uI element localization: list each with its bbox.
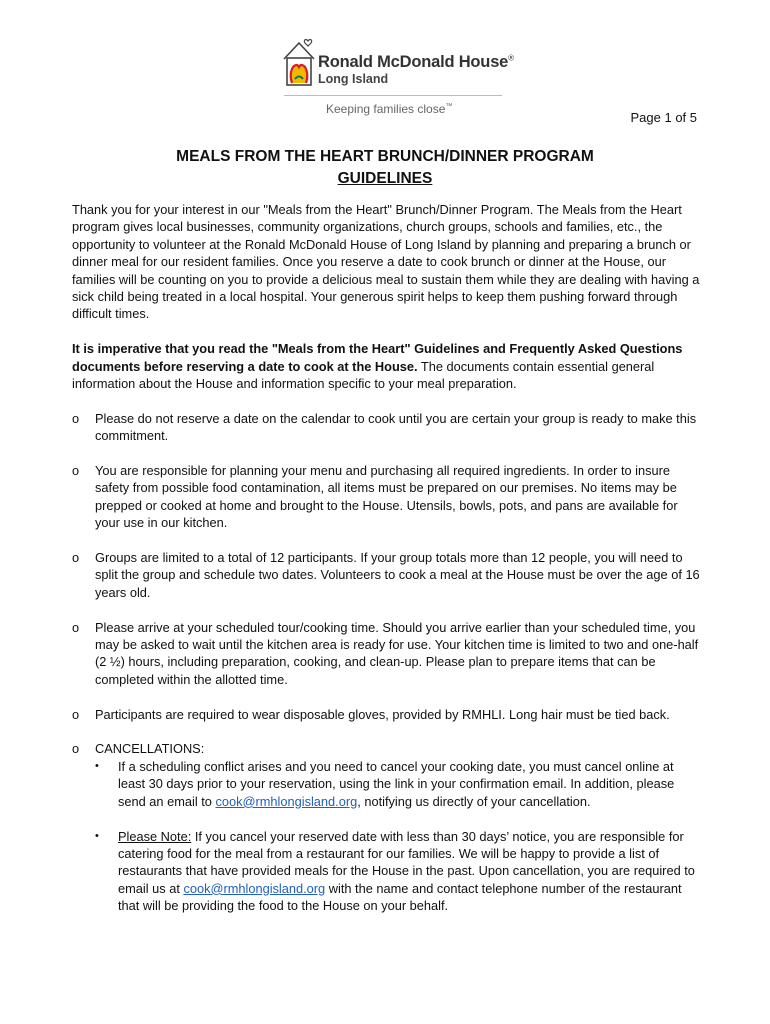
- catering-email-link[interactable]: cook@rmhlongisland.org: [183, 880, 326, 896]
- list-item: o You are responsible for planning your menu and purchasing all required ingredients. In order to insure safety from possible food contamination, all items must be prepared on our premises. No items may be prepped or cooked at home and brought to the House. Utensils, bowls, pots, and pans are available for your use in our kitchen.: [72, 463, 678, 531]
- imperative-text: The documents contain essential general information about the House and information specific to your meal preparation.: [72, 358, 655, 392]
- cancellations-item: o CANCELLATIONS: • If a scheduling conflict arises and you need to cancel your cooking date, you must cancel online at least 30 days prior to your reservation, using the link in your confirmation email. In addition, please send an email to cook@rmhlongisland.org, notifying us directly of your cancellation. • Please Note: If you cancel your reserved date with less than 30 days’ notice, you are responsible for catering food for the meal from a restaurant for our families. We will be happy to provide a list of restaurants that have provided meals for the House in the past. Upon cancellation, you are required to email us at cook@rmhlongisland.org with the name and contact telephone number of the restaurant that will be providing the food to the House on your behalf.: [72, 740, 702, 914]
- list-item: o Groups are limited to a total of 12 participants. If your group totals more than 12 people, you will need to split the group and schedule two dates. Volunteers to cook a meal at the House must be over the age of 16 years old.: [72, 550, 700, 600]
- list-item: • Please Note: If you cancel your reserved date with less than 30 days’ notice, you are responsible for catering food for the meal from a restaurant for our families. We will be happy to provide a list of restaurants that have provided meals for the House in the past. Upon cancellation, you are required to email us at cook@rmhlongisland.org with the name and contact telephone number of the restaurant that will be providing the food to the House on your behalf.: [95, 828, 695, 914]
- imperative-bold-text: It is imperative that you read the "Meals from the Heart" Guidelines and Frequently Asked Questions documents before reserving a date to cook at the House.: [72, 341, 683, 374]
- house-logo-icon: [282, 33, 318, 89]
- intro-paragraph: Thank you for your interest in our "Meals from the Heart" Brunch/Dinner Program. The Meals from the Heart program gives local businesses, community organizations, church groups, schools and families, etc., the opportunity to volunteer at the Ronald McDonald House of Long Island by planning and preparing a brunch or dinner meal for our resident families. Once you reserve a date to cook brunch or dinner at the House, our families will be counting on you to provide a delicious meal to sustain them while they are dealing with having a sick child being treated in a local hospital. Your generous spirit helps to keep them pushing forward through difficult times.: [72, 202, 700, 322]
- list-item: • If a scheduling conflict arises and you need to cancel your cooking date, you must cancel online at least 30 days prior to your reservation, using the link in your confirmation email. In addition, please send an email to cook@rmhlongisland.org, notifying us directly of your cancellation.: [95, 758, 675, 809]
- logo-tagline: Keeping families close™: [326, 102, 453, 116]
- cancellations-list: [95, 758, 702, 915]
- cancellation-email-link[interactable]: cook@rmhlongisland.org: [215, 793, 358, 809]
- list-item: o Please do not reserve a date on the calendar to cook until you are certain your group is ready to make this commitment.: [72, 410, 697, 444]
- document-subtitle: GUIDELINES: [337, 170, 433, 187]
- imperative-paragraph: [72, 340, 702, 392]
- guidelines-list: [72, 410, 702, 915]
- rmhc-logo: [282, 33, 512, 123]
- logo-chapter: Long Island: [318, 72, 389, 86]
- list-item: o Participants are required to wear disposable gloves, provided by RMHLI. Long hair must be tied back.: [72, 706, 670, 722]
- document-body: [72, 201, 702, 932]
- page-number: Page 1 of 5: [630, 110, 697, 125]
- document-title: MEALS FROM THE HEART BRUNCH/DINNER PROGRAM: [176, 148, 594, 165]
- list-item: o Please arrive at your scheduled tour/cooking time. Should you arrive earlier than your scheduled time, you may be asked to wait until the kitchen area is ready for use. Your kitchen time is limited to two and one-half (2 ½) hours, including preparation, cooking, and clean-up. Please plan to prepare items that can be completed within the allotted time.: [72, 619, 699, 687]
- cancellations-heading: CANCELLATIONS:: [95, 741, 205, 757]
- logo-house-name: Ronald McDonald House®: [318, 53, 514, 71]
- logo-divider: [284, 95, 502, 96]
- please-note-label: Please Note:: [118, 828, 192, 844]
